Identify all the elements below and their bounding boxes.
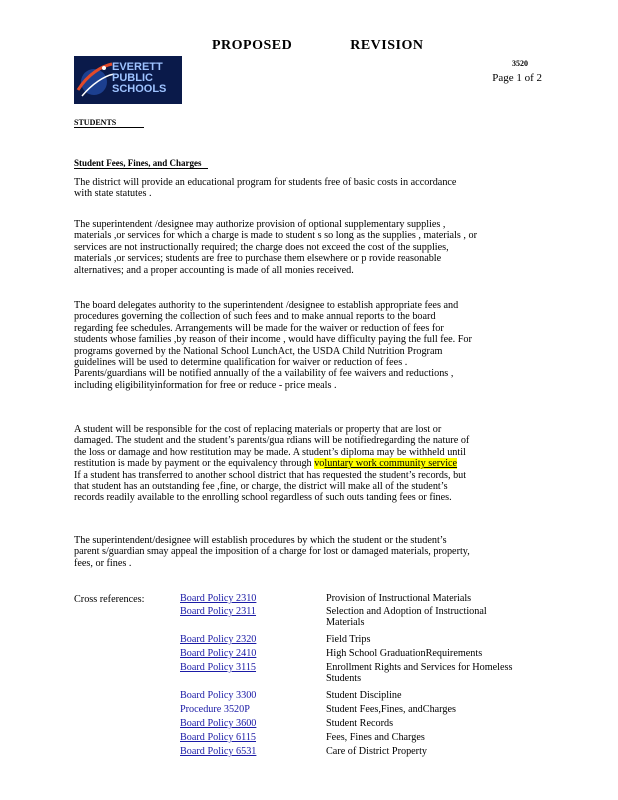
text-line: the loss or damage and how restitution may be made. A student’s diploma may be withheld until: [74, 446, 466, 458]
paragraph-fee-waivers: [74, 300, 544, 391]
paragraph-supplementary-supplies: [74, 219, 544, 276]
policy-ref-3300: Board Policy 3300: [180, 690, 257, 701]
cross-reference-description: Student Fees,Fines, andCharges: [326, 704, 456, 715]
text-line: materials ,or services for which a charge is made to student s so long as the supplies , materials , or: [74, 230, 477, 242]
policy-link-2410[interactable]: Board Policy 2410: [180, 648, 257, 659]
cross-reference-description: Fees, Fines and Charges: [326, 732, 425, 743]
paragraph-appeal: [74, 535, 544, 569]
policy-link-2311[interactable]: Board Policy 2311: [180, 606, 257, 617]
district-logo: [74, 56, 182, 104]
text-line: The superintendent/designee will establish procedures by which the student or the student’s: [74, 535, 447, 546]
cross-reference-description: Selection and Adoption of Instructional Materials: [326, 606, 487, 629]
paragraph-lost-damaged: [74, 424, 544, 504]
title-word-proposed: PROPOSED: [212, 38, 293, 53]
highlighted-text: voluntary work community service: [314, 458, 458, 470]
text-line: The district will provide an educational program for students free of basic costs in accordance: [74, 177, 457, 188]
policy-link-2310[interactable]: Board Policy 2310: [180, 593, 257, 604]
paragraph-basic-costs: [74, 177, 544, 200]
text-line: services are not instructionally required; the charge does not exceed the cost of the supplies,: [74, 241, 449, 253]
text-line: If a student has transferred to another school district that has requested the student’s records, but: [74, 469, 467, 481]
procedure-ref-3520p: Procedure 3520P: [180, 704, 250, 715]
cross-reference-description: Student Records: [326, 718, 394, 729]
text-line: fees, or fines .: [74, 557, 132, 569]
page-indicator: Page 1 of 2: [492, 72, 542, 84]
title-word-revision: REVISION: [350, 38, 424, 53]
text-line: programs governed by the National School LunchAct, the USDA Child Nutrition Program: [74, 345, 443, 357]
section-heading: [74, 118, 144, 127]
cross-reference-description: Field Trips: [326, 634, 371, 645]
text-line: regarding fee schedules. Arrangements will be made for the waiver or reduction of fees for: [74, 322, 444, 334]
policy-link-6115[interactable]: Board Policy 6115: [180, 732, 257, 743]
text-line: students whose families ,by reason of their income , would have difficulty paying the full fee. For: [74, 334, 472, 346]
text-line: The board delegates authority to the superintendent /designee to establish appropriate fees and: [74, 300, 459, 311]
cross-reference-description: Enrollment Rights and Services for Homeless Students: [326, 662, 513, 685]
text-line: including eligibilityinformation for free or reduce - price meals .: [74, 379, 337, 391]
restitution-line: restitution is made by payment or the equivalency through voluntary work community service: [74, 458, 458, 470]
policy-link-2320[interactable]: Board Policy 2320: [180, 634, 257, 645]
cross-reference-description: Provision of Instructional Materials: [326, 593, 472, 604]
cross-reference-description: Care of District Property: [326, 746, 427, 757]
text-line: guidelines will be used to determine qualification for waiver or reduction of fees .: [74, 357, 408, 369]
logo-text: EVERETT PUBLIC SCHOOLS: [112, 61, 167, 95]
text-line: with state statutes .: [74, 188, 152, 200]
policy-number: 3520: [512, 59, 528, 68]
text-line: records readily available to the enrolling school regardless of such outs tanding fees or fines.: [74, 492, 452, 504]
text-line: parent s/guardian smay appeal the imposition of a charge for lost or damaged materials, property,: [74, 546, 470, 558]
text-line: that student has an outstanding fee ,fine, or charge, the district will make all of the student’s: [74, 481, 448, 493]
document-title: [212, 38, 423, 54]
cross-reference-description: High School GraduationRequirements: [326, 648, 483, 659]
subject-heading: Student Fees, Fines, and Charges: [74, 158, 208, 169]
text-line: procedures governing the collection of such fees and to make annual reports to the board: [74, 311, 436, 323]
policy-link-3600[interactable]: Board Policy 3600: [180, 718, 257, 729]
cross-references-label: Cross references:: [74, 594, 145, 605]
section-label: STUDENTS: [74, 118, 144, 128]
text-line: damaged. The student and the student’s parents/gua rdians will be notifiedregarding the nature of: [74, 435, 470, 447]
text-line: The superintendent /designee may authorize provision of optional supplementary supplies ,: [74, 219, 446, 230]
text-line: materials ,or services; students are free to purchase them elsewhere or p rovide reasonable: [74, 253, 442, 265]
cross-reference-description: Student Discipline: [326, 690, 402, 701]
policy-link-6531[interactable]: Board Policy 6531: [180, 746, 257, 757]
text-line: A student will be responsible for the cost of replacing materials or property that are lost or: [74, 424, 442, 435]
text-line: Parents/guardians will be notified annually of the a vailability of fee waivers and reductions ,: [74, 368, 454, 380]
text-line: alternatives; and a proper accounting is made of all monies received.: [74, 264, 354, 276]
policy-link-3115[interactable]: Board Policy 3115: [180, 662, 257, 673]
